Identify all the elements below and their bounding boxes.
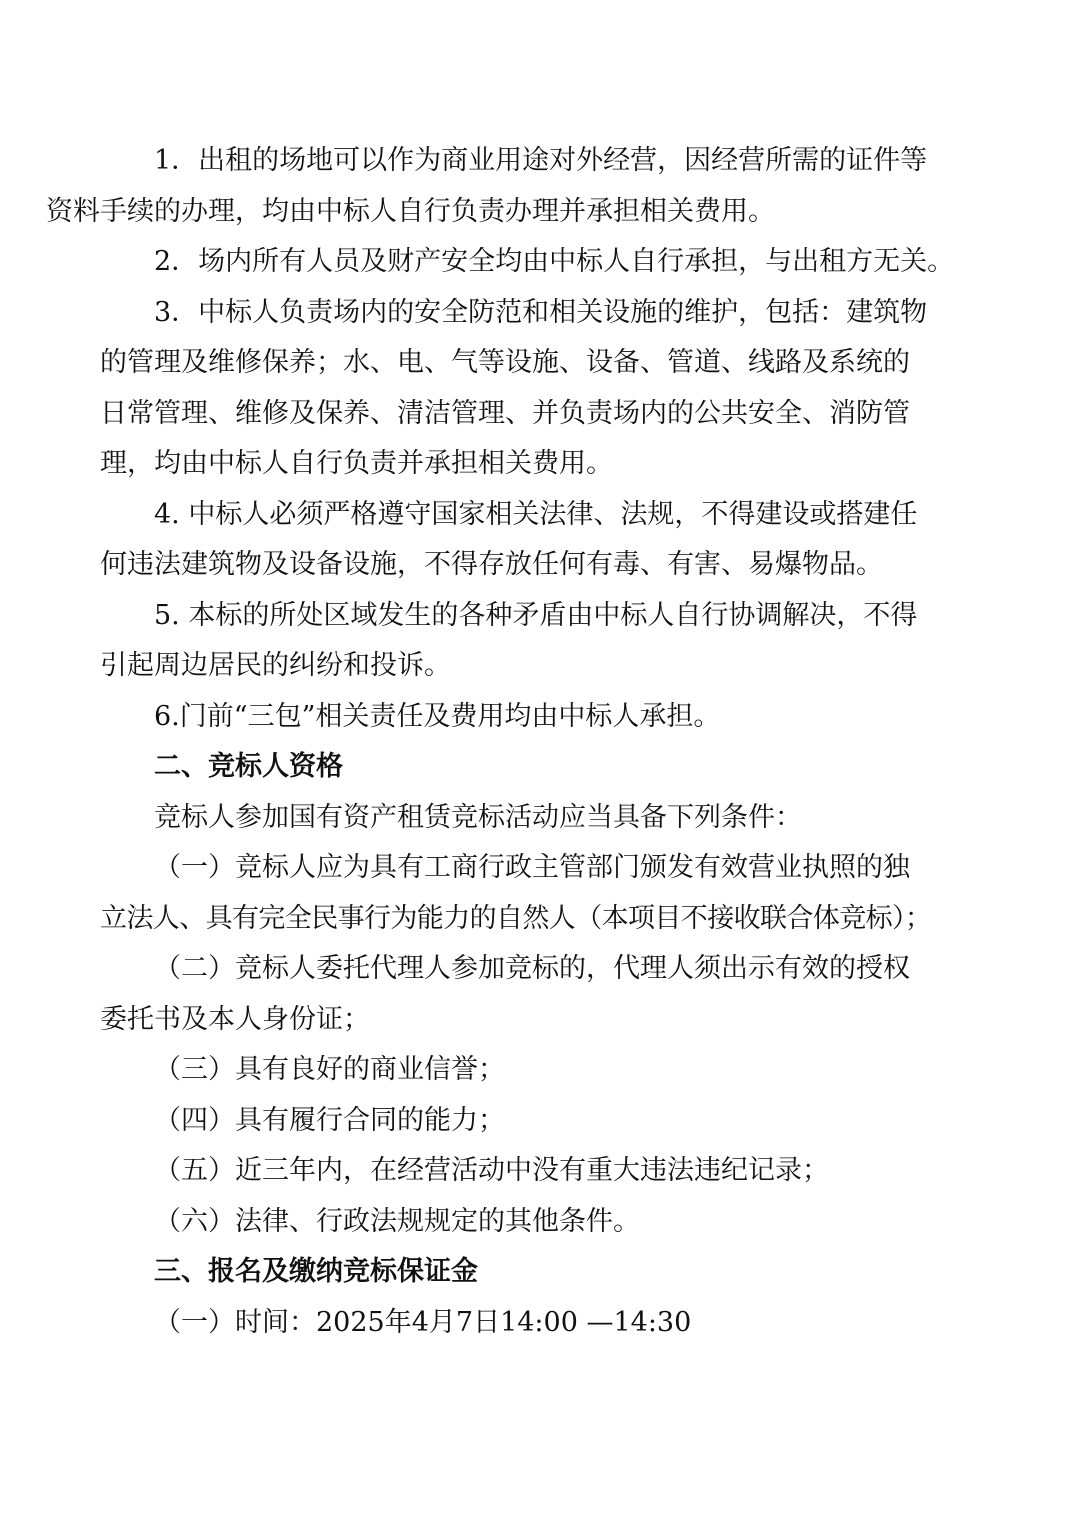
condition-item-3 (100, 1045, 978, 1096)
condition-item-2 (100, 944, 978, 1045)
text-line: 1．出租的场地可以作为商业用途对外经营，因经营所需的证件等 (154, 145, 928, 176)
paragraph-intro-conditions (100, 793, 978, 844)
text-line: 立法人、具有完全民事行为能力的自然人（本项目不接收联合体竞标）； (100, 902, 932, 934)
text-line: （二）竞标人委托代理人参加竞标的，代理人须出示有效的授权 (154, 953, 910, 984)
document-page (46, 136, 978, 1348)
text-line: 资料手续的办理，均由中标人自行负责办理并承担相关费用。 (46, 195, 775, 227)
text-line: 2．场内所有人员及财产安全均由中标人自行承担，与出租方无关。 (154, 246, 955, 277)
paragraph-item-4 (100, 490, 978, 591)
text-line: 6.门前“三包”相关责任及费用均由中标人承担。 (154, 700, 721, 732)
section-heading-registration (100, 1247, 978, 1298)
paragraph-item-2 (100, 237, 978, 288)
text-line: 引起周边居民的纠纷和投诉。 (100, 650, 451, 681)
text-line: （六）法律、行政法规规定的其他条件。 (154, 1205, 640, 1237)
text-line: （三）具有良好的商业信誉； (154, 1054, 505, 1085)
paragraph-item-1 (46, 136, 978, 237)
text-line: 5. 本标的所处区域发生的各种矛盾由中标人自行协调解决，不得 (154, 599, 918, 631)
text-line: （五）近三年内，在经营活动中没有重大违法违纪记录； (154, 1155, 829, 1186)
text-line: （一）时间：2025年4月7日14:00 —14:30 (154, 1306, 692, 1338)
text-line: 日常管理、维修及保养、清洁管理、并负责场内的公共安全、消防管 (100, 397, 910, 429)
text-line: 委托书及本人身份证； (100, 1003, 370, 1035)
paragraph-item-5 (100, 591, 978, 692)
condition-item-5 (100, 1146, 978, 1197)
text-line: （四）具有履行合同的能力； (154, 1104, 505, 1136)
paragraph-item-6 (100, 692, 978, 743)
text-line: 4. 中标人必须严格遵守国家相关法律、法规，不得建设或搭建任 (154, 498, 918, 530)
heading-text: 二、竞标人资格 (154, 751, 343, 782)
condition-item-6 (100, 1197, 978, 1248)
text-line: 何违法建筑物及设备设施，不得存放任何有毒、有害、易爆物品。 (100, 549, 883, 580)
condition-item-1 (100, 843, 978, 944)
paragraph-item-3 (100, 288, 978, 490)
text-line: 3．中标人负责场内的安全防范和相关设施的维护，包括：建筑物 (154, 296, 928, 328)
condition-item-4 (100, 1096, 978, 1147)
text-line: 竞标人参加国有资产租赁竞标活动应当具备下列条件： (154, 801, 802, 833)
heading-text: 三、报名及缴纳竞标保证金 (154, 1256, 478, 1287)
text-line: 理，均由中标人自行负责并承担相关费用。 (100, 448, 613, 479)
section-heading-qualifications (100, 742, 978, 793)
text-line: 的管理及维修保养；水、电、气等设施、设备、管道、线路及系统的 (100, 347, 910, 378)
text-line: （一）竞标人应为具有工商行政主管部门颁发有效营业执照的独 (154, 852, 910, 883)
registration-time (100, 1298, 978, 1349)
